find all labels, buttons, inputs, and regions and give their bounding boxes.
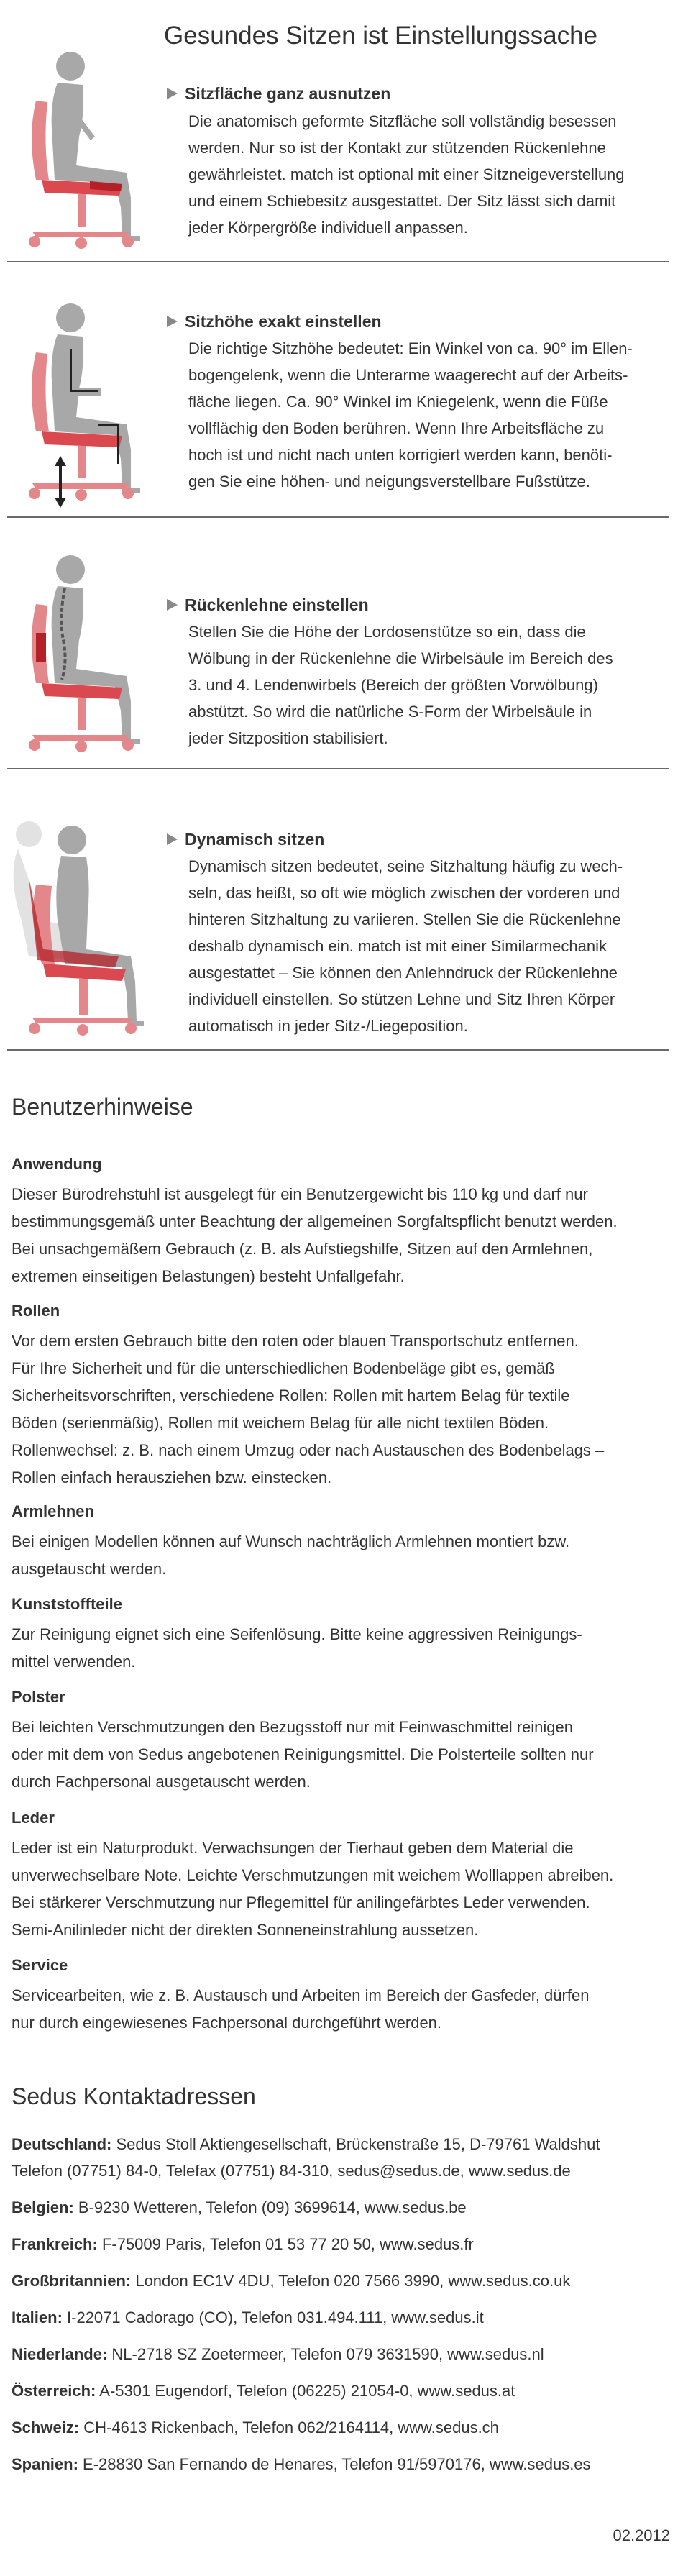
triangle-bullet-icon: [167, 316, 178, 327]
contact-list: [12, 2131, 680, 2477]
section-title: [167, 595, 369, 615]
footer-date: 02.2012: [613, 2526, 670, 2544]
contact-details: E-28830 San Fernando de Henares, Telefon 91/5970176, www.sedus.es: [78, 2455, 591, 2473]
contact-entry: [12, 2341, 680, 2367]
hint-body: [12, 1528, 680, 1583]
triangle-bullet-icon: [167, 833, 178, 845]
contact-details: F-75009 Paris, Telefon 01 53 77 20 50, www.sedus.fr: [97, 2235, 474, 2253]
divider: [7, 516, 669, 518]
body-line: gen Sie eine höhen- und neigungsverstellbare Fußstütze.: [188, 472, 590, 490]
contact-country: Italien:: [12, 2308, 63, 2326]
contact-country: Schweiz:: [12, 2419, 80, 2436]
body-line: Bei stärkerer Verschmutzung nur Pflegemittel für anilingefärbtes Leder verwenden.: [12, 1894, 590, 1912]
contact-country: Frankreich:: [12, 2235, 98, 2253]
contact-details: A-5301 Eugendorf, Telefon (06225) 21054-0, www.sedus.at: [96, 2382, 515, 2400]
body-line: nur durch eingewiesenes Fachpersonal durchgeführt werden.: [12, 2014, 442, 2032]
hint-plastic: [12, 1594, 680, 1676]
chair-dynamic-figure-icon: [0, 805, 165, 1050]
section-dynamic: [0, 805, 683, 1050]
contacts-heading: Sedus Kontaktadressen: [12, 2083, 256, 2109]
hint-service: [12, 1955, 680, 2037]
section-title-text: Sitzhöhe exakt einstellen: [185, 312, 382, 331]
body-line: vollflächig den Boden berühren. Wenn Ihre Arbeitsfläche zu: [188, 419, 605, 437]
hint-casters: [12, 1300, 680, 1492]
hint-title: Service: [12, 1956, 68, 1974]
body-line: und einem Schiebesitz ausgestattet. Der Sitz lässt sich damit: [188, 192, 616, 210]
section-title: [167, 312, 382, 332]
body-line: ausgestattet – Sie können den Anlehndruck der Rückenlehne: [188, 964, 618, 982]
contact-entry-line2: Telefon (07751) 84-0, Telefax (07751) 84-310, sedus@sedus.de, www.sedus.de: [12, 2162, 571, 2180]
hint-body: [12, 1621, 680, 1676]
body-line: oder mit dem von Sedus angebotenen Reinigungsmittel. Die Polsterteile sollten nur: [12, 1745, 594, 1763]
contact-details: NL-2718 SZ Zoetermeer, Telefon 079 3631590, www.sedus.nl: [107, 2345, 544, 2363]
section-title-text: Sitzfläche ganz ausnutzen: [185, 84, 391, 103]
hint-body: [12, 1714, 680, 1796]
body-line: werden. Nur so ist der Kontakt zur stützenden Rückenlehne: [188, 139, 606, 157]
body-line: extremen einseitigen Belastungen) besteht Unfallgefahr.: [12, 1267, 405, 1285]
body-line: seln, das heißt, so oft wie möglich zwischen der vorderen und: [188, 884, 620, 902]
chair-backrest-figure-icon: [7, 547, 162, 769]
body-line: Dieser Bürodrehstuhl ist ausgelegt für ein Benutzergewicht bis 110 kg und darf nur: [12, 1185, 588, 1203]
body-line: Rollen einfach herausziehen bzw. einstecken.: [12, 1469, 332, 1486]
divider: [7, 768, 669, 769]
section-title-text: Dynamisch sitzen: [185, 830, 325, 849]
contact-entry: [12, 2231, 680, 2257]
body-line: bestimmungsgemäß unter Beachtung der allgemeinen Sorgfaltspflicht benutzt werden.: [12, 1212, 618, 1230]
body-line: mittel verwenden.: [12, 1653, 136, 1671]
contact-entry: [12, 2414, 680, 2441]
body-line: deshalb dynamisch ein. match ist mit einer Similarmechanik: [188, 937, 608, 955]
body-line: Bei einigen Modellen können auf Wunsch nachträglich Armlehnen montiert bzw.: [12, 1533, 570, 1550]
hint-usage: [12, 1154, 680, 1290]
user-hints-heading: Benutzerhinweise: [12, 1094, 193, 1120]
hint-body: [12, 1982, 680, 2037]
chair-seat-figure-icon: [7, 43, 162, 259]
contact-entry: [12, 2267, 680, 2294]
section-seat-surface: [0, 36, 683, 266]
triangle-bullet-icon: [167, 88, 178, 99]
body-line: Bei leichten Verschmutzungen den Bezugsstoff nur mit Feinwaschmittel reinigen: [12, 1718, 574, 1736]
body-line: unverwechselbare Note. Leichte Verschmutzungen mit weichem Wolllappen abreiben.: [12, 1866, 614, 1884]
body-line: Semi-Anilinleder nicht der direkten Sonneneinstrahlung aussetzen.: [12, 1921, 479, 1939]
hint-title: Rollen: [12, 1302, 60, 1320]
body-line: jeder Sitzposition stabilisiert.: [188, 729, 388, 747]
contact-entry: [12, 2378, 680, 2404]
hint-title: Kunststoffteile: [12, 1595, 122, 1613]
section-body: [188, 618, 680, 752]
section-title: [167, 830, 324, 849]
hint-body: [12, 1181, 680, 1290]
body-line: Die richtige Sitzhöhe bedeutet: Ein Winkel von ca. 90° im Ellen-: [188, 339, 633, 357]
section-body: [188, 853, 680, 1039]
section-title: [167, 84, 390, 104]
body-line: Zur Reinigung eignet sich eine Seifenlösung. Bitte keine aggressiven Reinigungs-: [12, 1625, 582, 1643]
section-body: [188, 108, 680, 241]
body-line: hoch ist und nicht nach unten korrigiert werden kann, benöti-: [188, 446, 613, 464]
body-line: Rollenwechsel: z. B. nach einem Umzug oder nach Austauschen des Bodenbelags –: [12, 1441, 605, 1459]
body-line: durch Fachpersonal ausgetauscht werden.: [12, 1773, 311, 1791]
section-body: [188, 335, 680, 495]
body-line: Bei unsachgemäßem Gebrauch (z. B. als Aufstiegshilfe, Sitzen auf den Armlehnen,: [12, 1240, 593, 1258]
body-line: Die anatomisch geformte Sitzfläche soll vollständig besessen: [188, 112, 617, 130]
section-backrest: [0, 547, 683, 777]
hint-title: Leder: [12, 1809, 55, 1827]
contact-details: B-9230 Wetteren, Telefon (09) 3699614, www.sedus.be: [73, 2198, 467, 2216]
contact-details: CH-4613 Rickenbach, Telefon 062/2164114, www.sedus.ch: [79, 2419, 499, 2436]
contact-country: Großbritannien:: [12, 2272, 132, 2290]
page-title: Gesundes Sitzen ist Einstellungssache: [164, 22, 598, 50]
body-line: automatisch in jeder Sitz-/Liegeposition.: [188, 1017, 468, 1035]
contact-country: Deutschland:: [12, 2135, 112, 2153]
body-line: Vor dem ersten Gebrauch bitte den roten oder blauen Transportschutz entfernen.: [12, 1332, 579, 1350]
body-line: Böden (serienmäßig), Rollen mit weichem Belag für alle nicht textilen Böden.: [12, 1414, 549, 1432]
body-line: Wölbung in der Rückenlehne die Wirbelsäule im Bereich des: [188, 649, 613, 667]
section-title-text: Rückenlehne einstellen: [185, 595, 369, 614]
body-line: individuell einstellen. So stützen Lehne und Sitz Ihren Körper: [188, 990, 615, 1008]
hint-title: Polster: [12, 1688, 65, 1706]
hint-title: Anwendung: [12, 1155, 102, 1173]
contact-details: Sedus Stoll Aktiengesellschaft, Brückenstraße 15, D-79761 Waldshut: [111, 2135, 600, 2153]
body-line: Servicearbeiten, wie z. B. Austausch und Arbeiten im Bereich der Gasfeder, dürfen: [12, 1986, 590, 2004]
body-line: fläche liegen. Ca. 90° Winkel im Kniegelenk, wenn die Füße: [188, 393, 608, 411]
contact-entry: [12, 2131, 680, 2157]
body-line: Sicherheitsvorschriften, verschiedene Rollen: Rollen mit hartem Belag für textile: [12, 1387, 570, 1405]
contact-country: Spanien:: [12, 2455, 78, 2473]
hint-armrests: [12, 1501, 680, 1583]
hint-body: [12, 1835, 680, 1944]
body-line: Stellen Sie die Höhe der Lordosenstütze so ein, dass die: [188, 623, 586, 641]
contact-country: Niederlande:: [12, 2345, 108, 2363]
contact-details: I-22071 Cadorago (CO), Telefon 031.494.111, www.sedus.it: [62, 2308, 484, 2326]
body-line: hinteren Sitzhaltung zu variieren. Stellen Sie die Rückenlehne: [188, 910, 621, 928]
contact-country: Belgien:: [12, 2198, 74, 2216]
body-line: Dynamisch sitzen bedeutet, seine Sitzhaltung häufig zu wech-: [188, 857, 623, 875]
contact-country: Österreich:: [12, 2382, 96, 2400]
hint-title: Armlehnen: [12, 1502, 94, 1520]
contact-entry: [12, 2194, 680, 2221]
body-line: jeder Körpergröße individuell anpassen.: [188, 219, 468, 237]
hint-body: [12, 1328, 680, 1492]
body-line: Leder ist ein Naturprodukt. Verwachsungen der Tierhaut geben dem Material die: [12, 1839, 574, 1857]
body-line: bogengelenk, wenn die Unterarme waagerecht auf der Arbeits-: [188, 366, 628, 384]
body-line: abstützt. So wird die natürliche S-Form der Wirbelsäule in: [188, 703, 592, 721]
body-line: gewährleistet. match ist optional mit einer Sitzneigeverstellung: [188, 165, 625, 183]
triangle-bullet-icon: [167, 599, 178, 611]
hint-upholstery: [12, 1686, 680, 1796]
body-line: Für Ihre Sicherheit und für die unterschiedlichen Bodenbeläge gibt es, gemäß: [12, 1359, 555, 1377]
divider: [7, 1049, 669, 1051]
body-line: ausgetauscht werden.: [12, 1560, 167, 1578]
contact-entry: [12, 2451, 680, 2477]
section-seat-height: [0, 288, 683, 518]
contact-details: London EC1V 4DU, Telefon 020 7566 3990, www.sedus.co.uk: [131, 2272, 571, 2290]
hint-leather: [12, 1807, 680, 1944]
body-line: 3. und 4. Lendenwirbels (Bereich der größten Vorwölbung): [188, 676, 598, 694]
divider: [7, 261, 669, 262]
chair-height-figure-icon: [7, 295, 162, 518]
contact-entry: [12, 2304, 680, 2331]
